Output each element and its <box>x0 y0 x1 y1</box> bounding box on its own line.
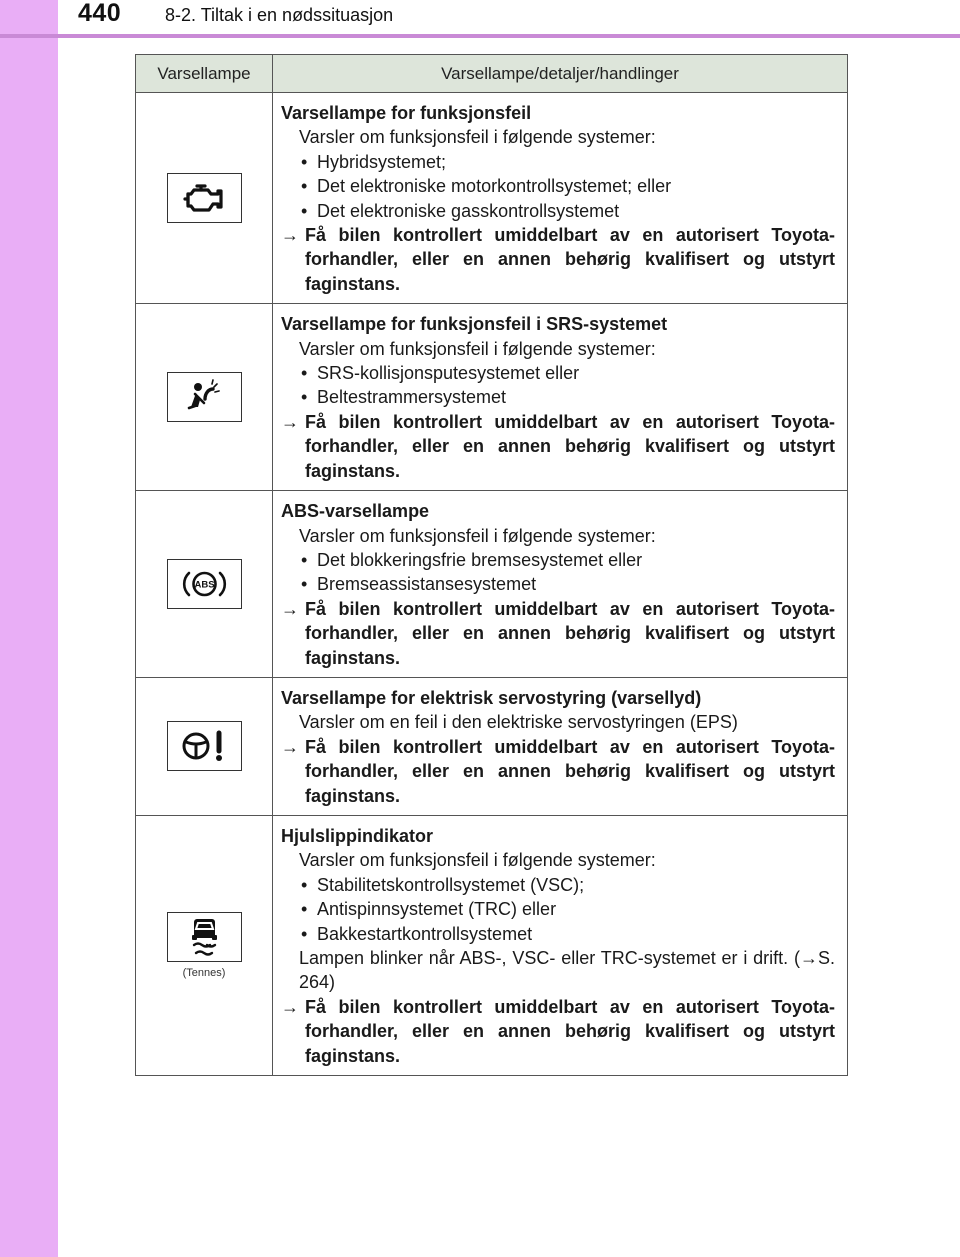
description-cell <box>273 93 848 304</box>
side-color-band <box>0 0 58 1257</box>
lamp-title: Hjulslippindikator <box>281 825 434 846</box>
action-text: Få bilen kontrollert umiddelbart av en autorisert Toyota-forhandler, eller en annen behørig kvalifisert og utstyrt faginstans. <box>305 996 835 1066</box>
action-instruction <box>281 995 835 1068</box>
action-text: Få bilen kontrollert umiddelbart av en autorisert Toyota-forhandler, eller en annen behørig kvalifisert og utstyrt faginstans. <box>305 225 835 294</box>
arrow-icon: → <box>281 598 299 619</box>
engine-check-icon <box>167 173 242 223</box>
lamp-caption: (Tennes) <box>182 967 226 979</box>
lamp-cell <box>136 491 273 678</box>
description-cell <box>273 677 848 815</box>
abs-icon <box>167 559 242 609</box>
lamp-title: Varsellampe for elektrisk servostyring (varsellyd) <box>281 687 702 708</box>
table-row <box>136 304 848 491</box>
arrow-icon: → <box>281 736 299 757</box>
arrow-icon: → <box>281 225 299 246</box>
lamp-description: Varsler om en feil i den elektriske servostyringen (EPS) <box>299 712 738 733</box>
system-list <box>281 548 835 597</box>
abs-icon-label: ABS <box>193 579 215 591</box>
section-title: 8-2. Tiltak i en nødssituasjon <box>165 5 394 25</box>
lamp-title: ABS-varsellampe <box>281 501 430 522</box>
action-instruction <box>281 410 835 483</box>
page-reference[interactable]: S. 264) <box>299 948 835 993</box>
table-row <box>136 815 848 1075</box>
action-text: Få bilen kontrollert umiddelbart av en autorisert Toyota-forhandler, eller en annen behørig kvalifisert og utstyrt faginstans. <box>305 736 835 806</box>
table-header-row <box>136 55 848 93</box>
lamp-cell <box>136 93 273 304</box>
column-header-details: Varsellampe/detaljer/handlinger <box>273 55 848 93</box>
srs-airbag-icon <box>167 372 242 422</box>
list-item: • Det elektroniske motorkontrollsystemet; eller <box>281 174 835 198</box>
list-item: • Bremseassistansesystemet <box>281 572 835 596</box>
system-list <box>281 150 835 223</box>
header-rule <box>0 34 960 38</box>
lamp-title: Varsellampe for funksjonsfeil <box>281 103 532 123</box>
list-item: • Det blokkeringsfrie bremsesystemet eller <box>281 548 835 572</box>
page-number: 440 <box>78 0 122 27</box>
slip-indicator-icon <box>167 912 242 962</box>
power-steering-warning-icon <box>167 721 242 771</box>
action-instruction <box>281 735 835 808</box>
table-row <box>136 677 848 815</box>
arrow-icon: → <box>281 411 299 432</box>
action-text: Få bilen kontrollert umiddelbart av en autorisert Toyota-forhandler, eller en annen behørig kvalifisert og utstyrt faginstans. <box>305 411 835 481</box>
description-cell <box>273 491 848 678</box>
lamp-description: Varsler om funksjonsfeil i følgende systemer: <box>299 850 656 871</box>
description-cell <box>273 304 848 491</box>
lamp-description: Varsler om funksjonsfeil i følgende systemer: <box>299 525 656 546</box>
blink-note-text: Lampen blinker når ABS-, VSC- eller TRC-systemet er i drift. ( <box>299 948 800 968</box>
column-header-lamp: Varsellampe <box>136 55 273 93</box>
system-list <box>281 873 835 946</box>
lamp-cell <box>136 677 273 815</box>
list-item: • SRS-kollisjonsputesystemet eller <box>281 361 835 385</box>
list-item: • Bakkestartkontrollsystemet <box>281 922 835 946</box>
lamp-cell <box>136 304 273 491</box>
table-row <box>136 491 848 678</box>
list-item: • Det elektroniske gasskontrollsystemet <box>281 199 835 223</box>
lamp-cell <box>136 815 273 1075</box>
blink-note <box>281 946 835 995</box>
arrow-icon: → <box>799 948 818 968</box>
action-instruction <box>281 597 835 670</box>
lamp-description: Varsler om funksjonsfeil i følgende systemer: <box>299 338 656 359</box>
list-item: • Antispinnsystemet (TRC) eller <box>281 897 835 921</box>
list-item: • Stabilitetskontrollsystemet (VSC); <box>281 873 835 897</box>
table-row <box>136 93 848 304</box>
action-text: Få bilen kontrollert umiddelbart av en autorisert Toyota-forhandler, eller en annen behørig kvalifisert og utstyrt faginstans. <box>305 598 835 668</box>
system-list <box>281 361 835 410</box>
lamp-description: Varsler om funksjonsfeil i følgende systemer: <box>299 127 656 148</box>
list-item: • Beltestrammersystemet <box>281 385 835 409</box>
arrow-icon: → <box>281 996 299 1017</box>
warning-lamp-table <box>135 54 848 1076</box>
action-instruction <box>281 223 835 296</box>
lamp-title: Varsellampe for funksjonsfeil i SRS-systemet <box>281 314 668 335</box>
list-item: • Hybridsystemet; <box>281 150 835 174</box>
description-cell <box>273 815 848 1075</box>
